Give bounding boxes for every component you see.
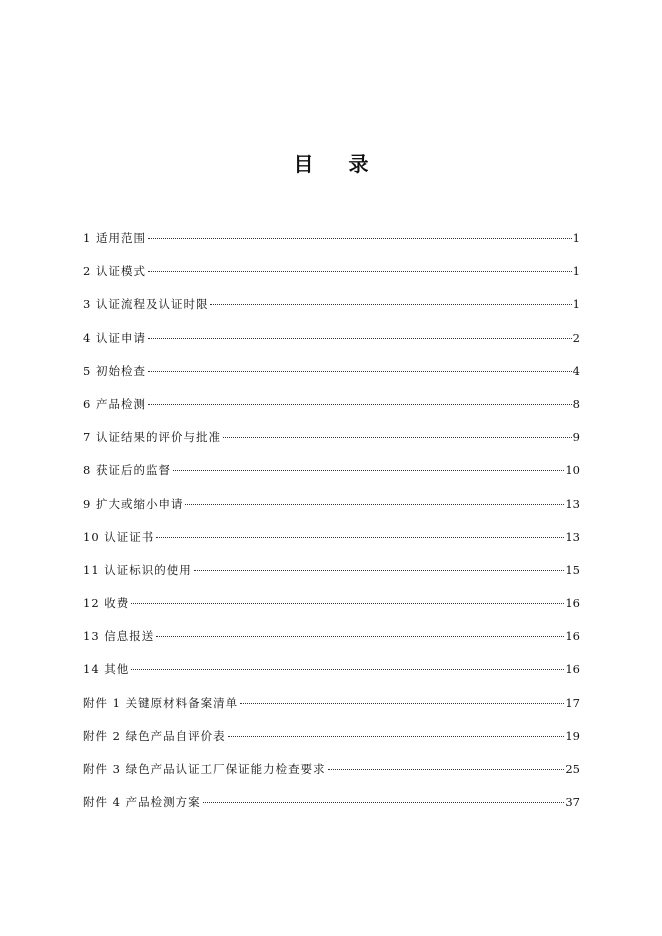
toc-entry-page: 4: [572, 363, 580, 378]
toc-entry-label: 附件 4 产品检测方案: [83, 795, 201, 810]
toc-entry-label: 4 认证申请: [83, 330, 146, 345]
toc-entry-label: 附件 2 绿色产品自评价表: [83, 728, 226, 743]
toc-entry-9[interactable]: [83, 494, 580, 527]
toc-entry-label: 5 初始检查: [83, 363, 146, 378]
toc-entry-page: 2: [572, 330, 580, 345]
toc-entry-page: 10: [565, 463, 580, 478]
toc-entry-page: 8: [572, 396, 580, 411]
toc-leader-dots: [185, 504, 564, 505]
toc-entry-label: 9 扩大或缩小申请: [83, 496, 184, 511]
table-of-contents: [83, 228, 580, 825]
toc-entry-appendix-2[interactable]: [83, 726, 580, 759]
toc-leader-dots: [194, 570, 565, 571]
toc-entry-label: 2 认证模式: [83, 264, 146, 279]
toc-leader-dots: [223, 437, 572, 438]
page-title: 目 录: [293, 152, 383, 176]
toc-entry-page: 13: [565, 496, 580, 511]
toc-entry-10[interactable]: [83, 527, 580, 560]
toc-entry-page: 1: [572, 231, 580, 245]
toc-leader-dots: [173, 470, 564, 471]
toc-entry-label: 6 产品检测: [83, 396, 146, 411]
toc-entry-7[interactable]: [83, 427, 580, 460]
toc-entry-label: 8 获证后的监督: [83, 463, 171, 478]
toc-entry-1[interactable]: [83, 228, 580, 261]
toc-entry-page: 16: [565, 662, 580, 677]
toc-entry-page: 1: [572, 264, 580, 279]
toc-entry-page: 37: [565, 795, 580, 810]
toc-leader-dots: [148, 404, 572, 405]
toc-entry-label: 14 其他: [83, 662, 130, 677]
toc-entry-appendix-3[interactable]: [83, 759, 580, 792]
toc-entry-3[interactable]: [83, 294, 580, 327]
toc-entry-page: 16: [565, 629, 580, 644]
toc-entry-label: 12 收费: [83, 596, 130, 611]
toc-entry-13[interactable]: [83, 626, 580, 659]
toc-entry-label: 3 认证流程及认证时限: [83, 297, 209, 312]
toc-leader-dots: [156, 636, 564, 637]
toc-leader-dots: [148, 238, 572, 239]
toc-leader-dots: [240, 703, 564, 704]
toc-leader-dots: [131, 603, 564, 604]
toc-entry-2[interactable]: [83, 261, 580, 294]
toc-leader-dots: [148, 271, 572, 272]
toc-leader-dots: [148, 371, 572, 372]
toc-leader-dots: [228, 736, 565, 737]
toc-entry-5[interactable]: [83, 361, 580, 394]
toc-entry-page: 13: [565, 529, 580, 544]
toc-entry-page: 17: [565, 695, 580, 710]
toc-leader-dots: [131, 669, 564, 670]
toc-entry-page: 1: [572, 297, 580, 312]
toc-entry-8[interactable]: [83, 460, 580, 493]
toc-entry-page: 15: [565, 562, 580, 577]
toc-entry-appendix-1[interactable]: [83, 693, 580, 726]
toc-leader-dots: [203, 802, 565, 803]
toc-entry-label: 13 信息报送: [83, 629, 155, 644]
toc-leader-dots: [328, 769, 565, 770]
toc-entry-label: 11 认证标识的使用: [83, 562, 192, 577]
toc-entry-label: 7 认证结果的评价与批准: [83, 430, 221, 445]
toc-entry-label: 附件 3 绿色产品认证工厂保证能力检查要求: [83, 762, 326, 776]
toc-entry-label: 10 认证证书: [83, 529, 155, 544]
toc-leader-dots: [148, 338, 572, 339]
toc-entry-appendix-4[interactable]: [83, 792, 580, 825]
toc-entry-page: 16: [565, 596, 580, 611]
toc-entry-11[interactable]: [83, 560, 580, 593]
toc-entry-4[interactable]: [83, 328, 580, 361]
toc-leader-dots: [210, 304, 571, 305]
toc-entry-label: 附件 1 关键原材料备案清单: [83, 695, 239, 710]
toc-entry-14[interactable]: [83, 659, 580, 692]
toc-entry-12[interactable]: [83, 593, 580, 626]
toc-entry-6[interactable]: [83, 394, 580, 427]
toc-entry-page: 25: [565, 762, 580, 776]
toc-entry-label: 1 适用范围: [83, 231, 146, 245]
toc-entry-page: 9: [572, 430, 580, 445]
toc-leader-dots: [156, 537, 564, 538]
toc-entry-page: 19: [565, 728, 580, 743]
